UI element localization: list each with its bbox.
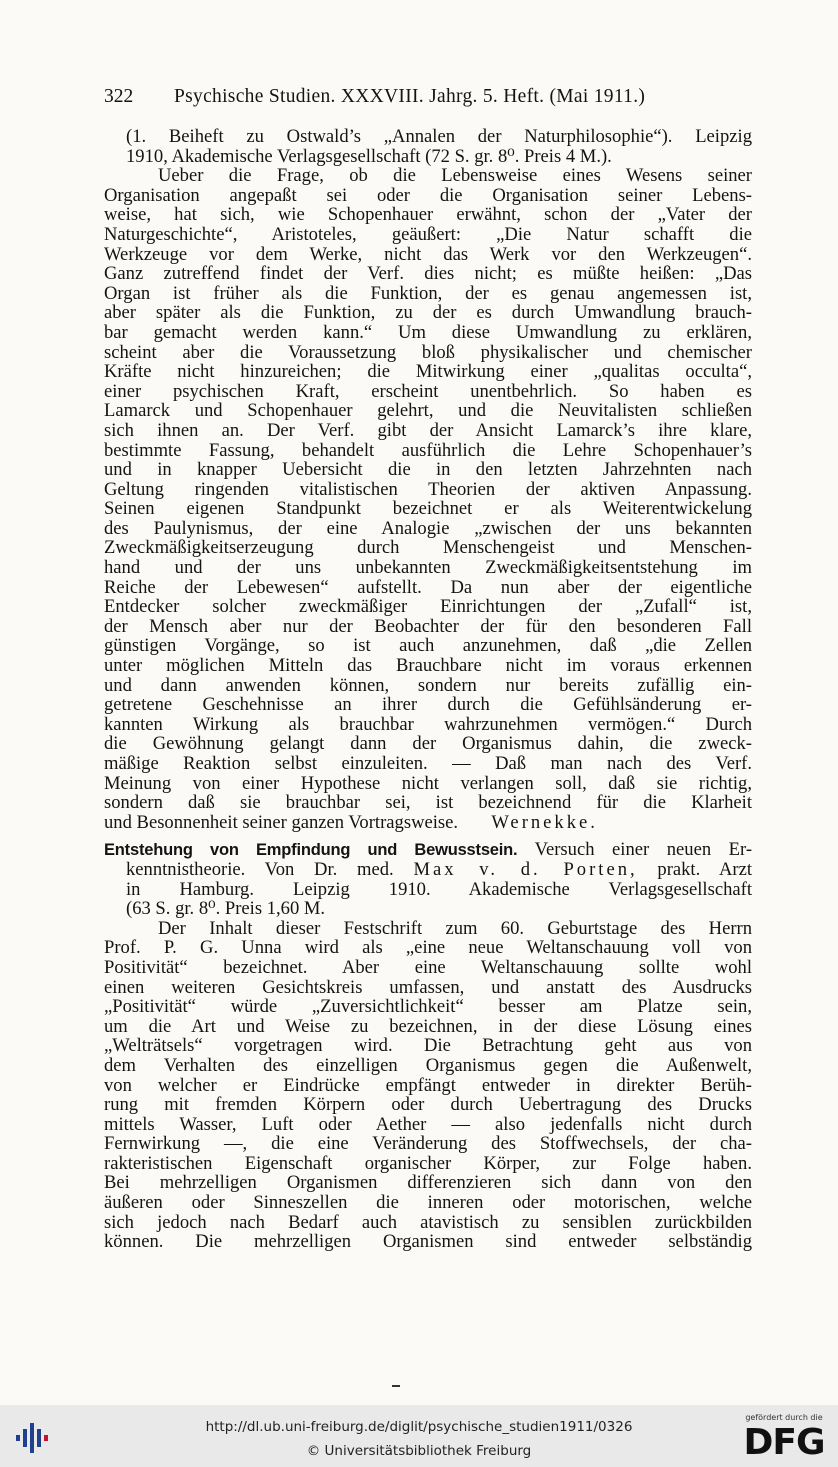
copyright-notice: © Universitätsbibliothek Freiburg [306,1443,532,1459]
review-heading-line [104,840,752,860]
text-line: (1. Beiheft zu Ostwald’s „Annalen der Naturphilosophie“). Leipzig [126,127,752,147]
text-line: Positivität“ bezeichnet. Aber eine Weltanschauung sollte wohl [104,957,752,978]
review-heading: Entstehung von Empfindung und Bewusstsein. [104,841,518,860]
citation-line [104,860,752,880]
dfg-wordmark: DFG [743,1422,825,1463]
text-line: Der Inhalt dieser Festschrift zum 60. Geburtstage des Herrn [158,918,752,939]
text-line: Ganz zutreffend findet der Verf. dies nicht; es müßte heißen: „Das [104,264,752,284]
text-line: getretene Geschehnisse an ihrer durch die Gefühlsänderung er- [104,695,752,715]
author-name: Max v. d. Porten, [413,859,638,880]
text-line: der Mensch aber nur der Beobachter der für den besonderen Fall [104,616,752,637]
citation-line: in Hamburg. Leipzig 1910. Akademische Verlagsgesellschaft [126,879,752,900]
text-line: rakteristischen Eigenschaft organischer Körper, zur Folge haben. [104,1153,752,1174]
citation-line: (63 S. gr. 8⁰. Preis 1,60 M. [126,899,326,919]
text-line: 1910, Akademische Verlagsgesellschaft (72 S. gr. 8⁰. Preis 4 M.). [126,146,612,167]
text-line: bar gemacht werden kann.“ Um diese Umwandlung zu erklären, [104,322,752,343]
text-line: mittels Wasser, Luft oder Aether — also jedenfalls nicht durch [104,1114,752,1135]
text-line: Organisation angepaßt sei oder die Organisation seiner Lebens- [104,185,752,206]
text-line: um die Art und Weise zu bezeichnen, in der diese Lösung eines [104,1016,752,1037]
running-title: Psychische Studien. XXXVIII. Jahrg. 5. Heft. (Mai 1911.) [174,86,646,107]
text-line: Entdecker solcher zweckmäßiger Einrichtungen der „Zufall“ ist, [104,597,752,617]
text-line: Naturgeschichte“, Aristoteles, geäußert: „Die Natur schafft die [104,224,752,245]
text-line: Lamarck und Schopenhauer gelehrt, und die Neuvitalisten schließen [104,401,752,421]
text-line: des Paulynismus, der eine Analogie „zwischen der uns bekannten [104,518,752,539]
text-line: Kräfte nicht hinzureichen; die Mitwirkung einer „qualitas occulta“, [104,362,752,382]
text-line: sich ihnen an. Der Verf. gibt der Ansicht Lamarck’s ihre klare, [104,420,752,441]
text-line: scheint aber die Voraussetzung bloß physikalischer und chemischer [104,342,752,363]
reviewer-signature: Wernekke. [491,812,598,833]
text-line: rung mit fremden Körpern oder durch Uebertragung des Drucks [104,1095,752,1115]
text-fragment: prakt. Arzt [657,859,752,880]
text-line: Bei mehrzelligen Organismen differenzieren sich dann von den [104,1173,752,1194]
permalink-url[interactable]: http://dl.ub.uni-freiburg.de/diglit/psychische_studien1911/0326 [205,1419,633,1435]
text-line: Werkzeuge vor dem Werke, nicht das Werk vor den Werkzeugen“. [104,244,752,265]
text-line: von welcher er Eindrücke empfängt entweder in direkter Berüh- [104,1075,752,1096]
text-line: Seinen eigenen Standpunkt bezeichnet er als Weiterentwickelung [104,499,752,519]
text-line: mäßige Reaktion selbst einzuleiten. — Daß man nach des Verf. [104,754,752,774]
text-fragment: kenntnistheorie. Von Dr. med. [126,859,394,880]
body-text [104,127,752,1252]
page-number: 322 [104,86,134,107]
text-line: einen weiteren Gesichtskreis umfassen, und anstatt des Ausdrucks [104,977,752,998]
text-line: Meinung von einer Hypothese nicht verlangen soll, daß sie richtig, [104,773,752,794]
text-fragment: Versuch einer neuen Er- [534,840,752,860]
text-line: „Welträtsels“ vorgetragen wird. Die Betrachtung geht aus von [104,1036,752,1056]
text-line: Organ ist früher als die Funktion, der es genau angemessen ist, [104,283,752,304]
signature-dash [392,1385,400,1387]
text-line: Reiche der Lebewesen“ aufstellt. Da nun aber der eigentliche [104,577,752,598]
viewer-footer [0,1405,838,1467]
funding-note: gefördert durch die [745,1413,823,1422]
text-line: die Gewöhnung gelangt dann der Organismus dahin, die zweck- [104,734,752,754]
text-line: kannten Wirkung als brauchbar wahrzunehmen vermögen.“ Durch [104,714,752,735]
text-line: Fernwirkung —, die eine Veränderung des Stoffwechsels, der cha- [104,1134,752,1154]
dfg-logo [738,1413,830,1463]
text-line: sich jedoch nach Bedarf auch atavistisch zu sensiblen zurückbilden [104,1212,752,1233]
text-line: Ueber die Frage, ob die Lebensweise eines Wesens seiner [158,166,752,186]
text-line: dem Verhalten des einzelligen Organismus gegen die Außenwelt, [104,1055,752,1076]
text-line: Zweckmäßigkeitserzeugung durch Menschengeist und Menschen- [104,538,752,559]
text-line: Prof. P. G. Unna wird als „eine neue Weltanschauung voll von [104,938,752,958]
text-line: können. Die mehrzelligen Organismen sind entweder selbständig [104,1232,752,1252]
text-line: „Positivität“ würde „Zuversichtlichkeit“ besser am Platze sein, [104,997,752,1017]
text-line: günstigen Vorgänge, so ist auch anzunehmen, daß „die Zellen [104,636,752,657]
text-line: und dann anwenden können, sondern nur bereits zufällig ein- [104,675,752,696]
text-line: unter möglichen Mitteln das Brauchbare nicht im voraus erkennen [104,656,752,676]
text-line: bestimmte Fassung, behandelt ausführlich die Lehre Schopenhauer’s [104,440,752,461]
running-head [104,86,750,112]
text-line: und in knapper Uebersicht die in den letzten Jahrzehnten nach [104,460,752,480]
text-line: einer psychischen Kraft, erscheint unentbehrlich. So haben es [104,381,752,402]
text-line: weise, hat sich, wie Schopenhauer erwähnt, schon der „Vater der [104,205,752,225]
text-line: Geltung ringenden vitalistischen Theorien der aktiven Anpassung. [104,479,752,500]
text-line: sondern daß sie brauchbar sei, ist bezeichnend für die Klarheit [104,793,752,813]
text-line: hand und der uns unbekannten Zweckmäßigkeitsentstehung im [104,558,752,578]
text-line-signed [104,813,752,833]
text-fragment: und Besonnenheit seiner ganzen Vortragsweise. [104,812,459,833]
text-line: aber später als die Funktion, zu der es durch Umwandlung brauch- [104,303,752,323]
text-line: äußeren oder Sinneszellen die inneren oder motorischen, welche [104,1193,752,1213]
